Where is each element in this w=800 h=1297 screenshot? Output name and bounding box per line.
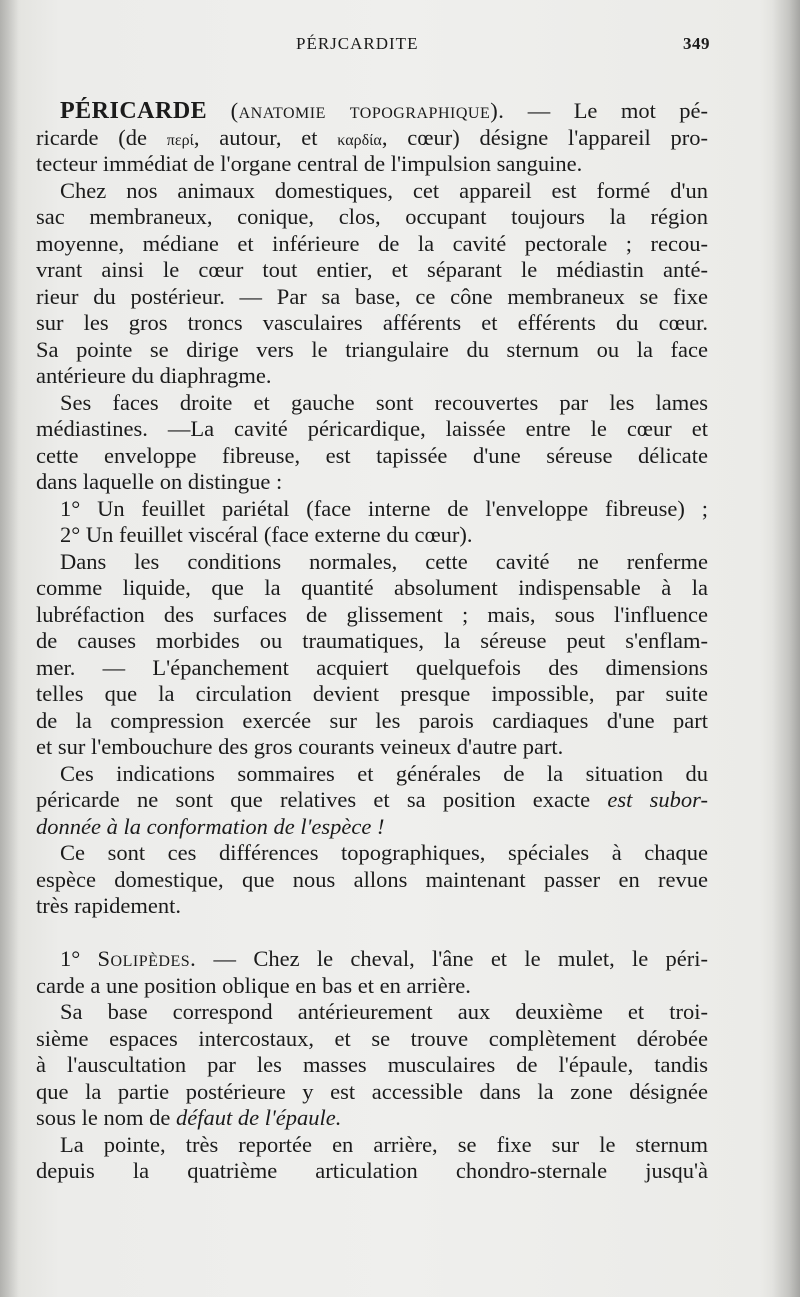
text-line: tecteur immédiat de l'organe central de l'impulsion sanguine. [36, 151, 583, 176]
text-line: lubréfaction des surfaces de glissement ; mais, sous l'influence [36, 601, 708, 627]
page-number: 349 [683, 34, 710, 53]
text-line: Dans les conditions normales, cette cavité ne renferme [60, 548, 708, 574]
text-line: telles que la circulation devient presque impossible, par suite [36, 681, 708, 706]
text-line [36, 98, 708, 125]
section-gap [36, 920, 708, 947]
text-line: carde a une position oblique en bas et en arrière. [36, 972, 471, 998]
text-line: comme liquide, que la quantité absolument indispensable à la [36, 575, 708, 600]
italic-span: défaut de l'épaule. [176, 1105, 342, 1130]
text-line: de causes morbides ou traumatiques, la séreuse peut s'enflam- [36, 628, 708, 653]
page-gutter-shadow [0, 0, 20, 1297]
text-line: Ses faces droite et gauche sont recouvertes par les lames [60, 389, 708, 415]
text-line: Ce sont ces différences topographiques, spéciales à chaque [60, 840, 708, 865]
text-span: ricarde (de [36, 124, 147, 150]
text-line: mer. — L'épanchement acquiert quelquefois des dimensions [36, 654, 708, 680]
greek-word: καρδία [337, 131, 382, 149]
page-edge-shadow [772, 0, 800, 1297]
text-line: médiastines. —La cavité péricardique, laissée entre le cœur et [36, 416, 708, 441]
text-span: — Chez le cheval, l'âne et le mulet, le péri- [213, 946, 709, 971]
text-line: Chez nos animaux domestiques, cet appareil est formé d'un [60, 177, 708, 203]
text-line: et sur l'embouchure des gros courants veineux d'autre part. [36, 734, 564, 759]
text-line: La pointe, très reportée en arrière, se fixe sur le sternum [60, 1131, 708, 1157]
italic-span: donnée à la conformation de l'espèce ! [36, 813, 385, 839]
text-line [36, 787, 708, 814]
text-line [36, 1105, 708, 1132]
text-line: Sa pointe se dirige vers le triangulaire du sternum ou la face [36, 336, 708, 362]
text-line: moyenne, médiane et inférieure de la cavité pectorale ; recou- [36, 230, 708, 256]
text-line: antérieure du diaphragme. [36, 363, 272, 388]
text-line: sur les gros troncs vasculaires afférents et efférents du cœur. [36, 310, 708, 335]
text-line: sac membraneux, conique, clos, occupant toujours la région [36, 204, 708, 229]
text-line: à l'auscultation par les masses musculaires de l'épaule, tandis [36, 1052, 708, 1077]
text-line: dans laquelle on distingue : [36, 469, 283, 494]
text-span: sous le nom de [36, 1105, 171, 1130]
text-span: , autour, et [193, 124, 318, 150]
text-line: Sa base correspond antérieurement aux deuxième et troi- [60, 999, 708, 1024]
section-heading: Solipèdes. [97, 946, 197, 971]
text-line [36, 125, 708, 152]
text-line: depuis la quatrième articulation chondro-sternale jusqu'à [36, 1158, 708, 1183]
list-item: 1° Un feuillet pariétal (face interne de l'enveloppe fibreuse) ; [60, 495, 708, 521]
text-span: , cœur) désigne l'appareil pro- [381, 124, 709, 150]
text-line [36, 814, 708, 841]
text-line: très rapidement. [36, 893, 181, 918]
page-header [60, 34, 710, 58]
text-line: vrant ainsi le cœur tout entier, et séparant le médiastin anté- [36, 257, 708, 282]
section-heading-line [36, 946, 708, 973]
text-line: rieur du postérieur. — Par sa base, ce cône membraneux se fixe [36, 283, 708, 309]
text-line: sième espaces intercostaux, et se trouve complètement dérobée [36, 1025, 708, 1051]
body-text [36, 98, 708, 1185]
text-line: que la partie postérieure y est accessible dans la zone désignée [36, 1078, 708, 1104]
text-span: — Le mot pé- [527, 98, 708, 123]
entry-qualifier: (anatomie topographique). [230, 98, 505, 123]
text-line: cette enveloppe fibreuse, est tapissée d'une séreuse délicate [36, 442, 708, 468]
text-line: Ces indications sommaires et générales de la situation du [60, 760, 708, 786]
greek-word: περί [166, 131, 194, 149]
entry-word: PÉRICARDE [60, 98, 208, 124]
text-line: espèce domestique, que nous allons maintenant passer en revue [36, 866, 708, 892]
italic-span: est subor- [607, 787, 708, 812]
running-title: PÉRJCARDITE [296, 34, 419, 53]
section-number: 1° [60, 946, 81, 971]
list-item: 2° Un feuillet viscéral (face externe du cœur). [60, 522, 473, 547]
text-span: péricarde ne sont que relatives et sa position exacte [36, 787, 591, 812]
text-line: de la compression exercée sur les parois cardiaques d'une part [36, 707, 708, 733]
